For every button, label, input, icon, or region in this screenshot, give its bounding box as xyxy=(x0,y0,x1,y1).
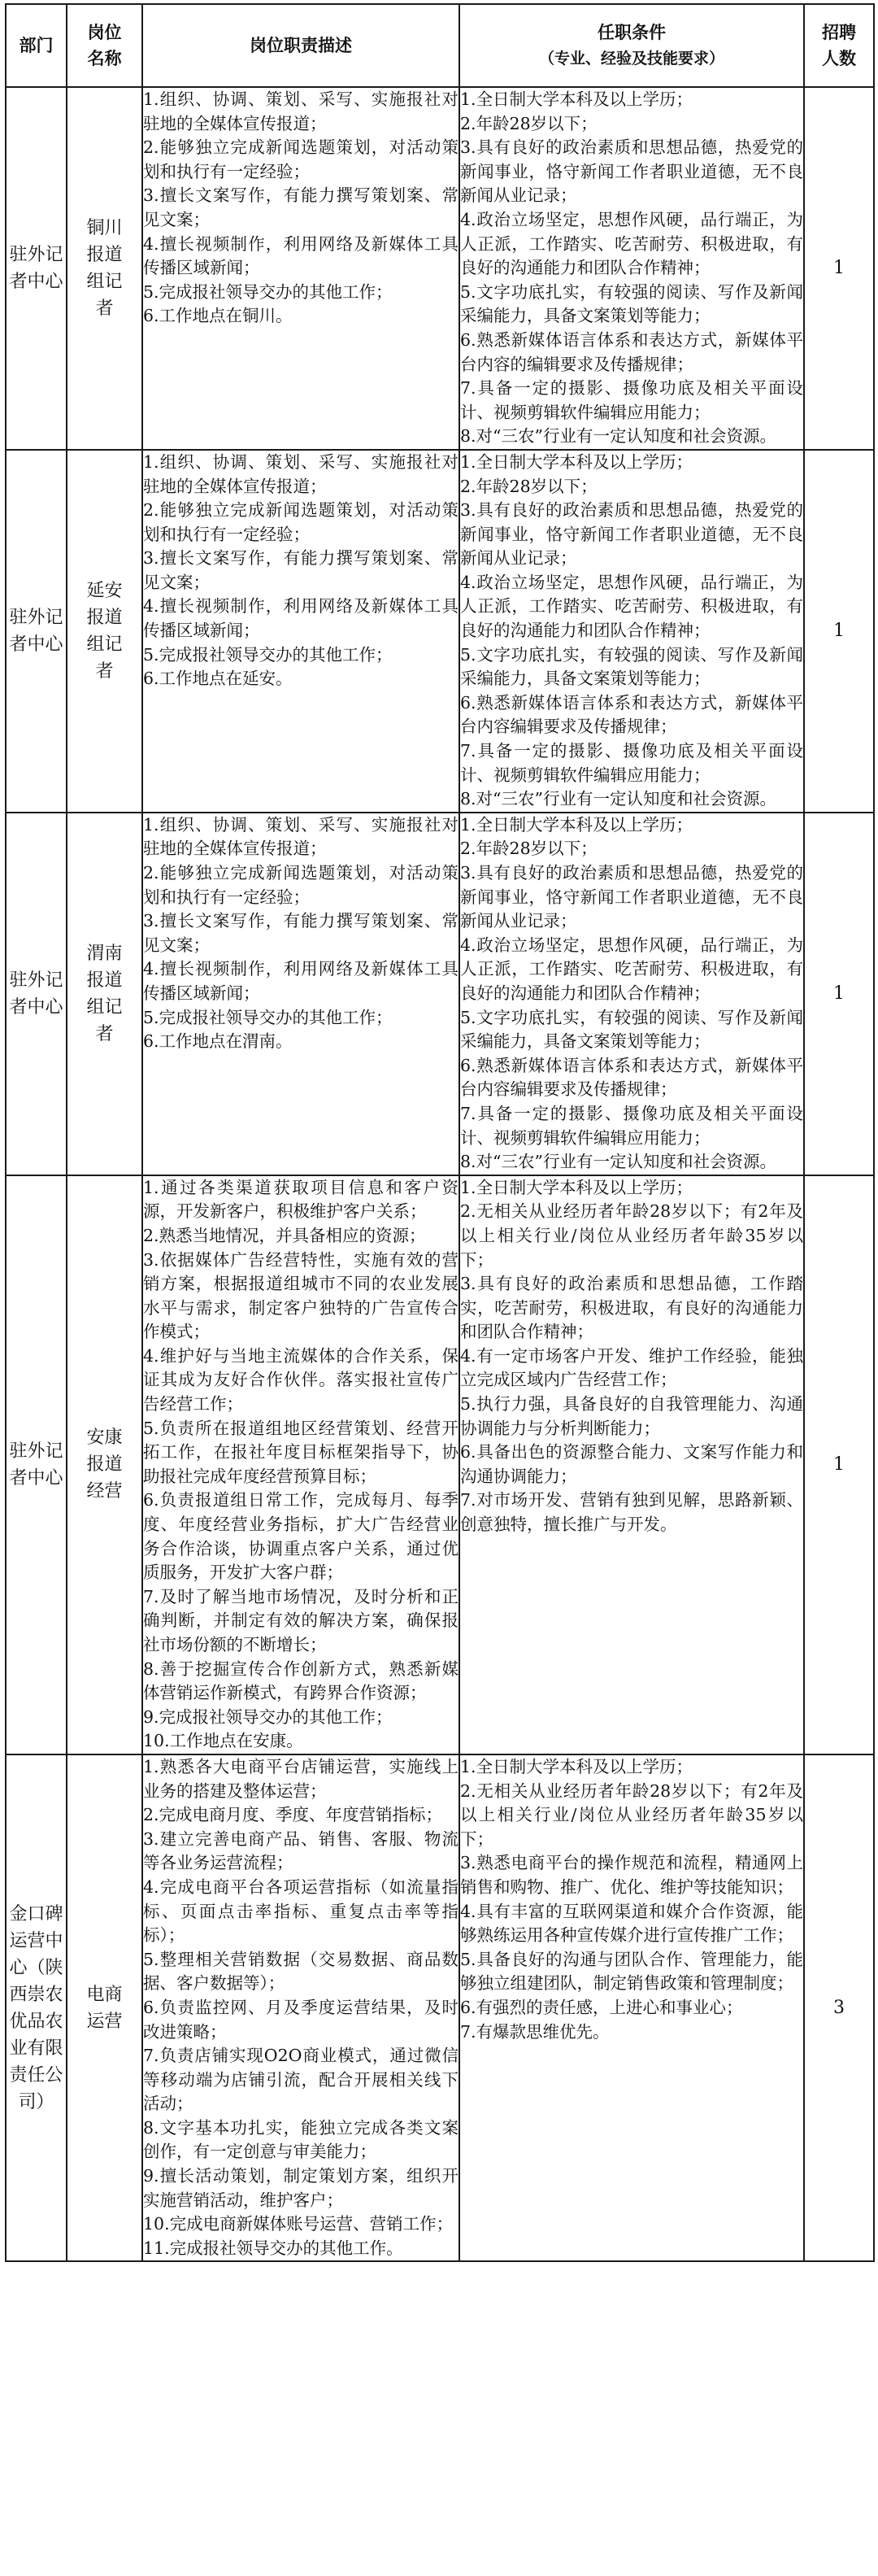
duty-item: 8.文字基本功扎实，能独立完成各类文案创作，有一定创意与审美能力； xyxy=(143,2117,459,2162)
requirement-item: 5.文字功底扎实，有较强的阅读、写作及新闻采编能力，具备文案策划等能力； xyxy=(460,1007,803,1052)
requirement-item: 1.全日制大学本科及以上学历； xyxy=(460,1756,693,1776)
count-text: 1 xyxy=(833,983,845,1005)
position-cell xyxy=(67,87,142,450)
header-requirements-subtitle: （专业、经验及技能要求） xyxy=(538,50,724,68)
table-row xyxy=(6,813,874,1175)
requirements-cell xyxy=(459,813,804,1175)
position-text: 安康报道经营 xyxy=(86,1427,123,1502)
requirements-cell xyxy=(459,450,804,813)
requirement-item: 4.政治立场坚定，思想作风硬，品行端正，为人正派，工作踏实、吃苦耐劳、积极进取，有良好的沟通能力和团队合作精神； xyxy=(460,572,803,641)
table-row xyxy=(6,1175,874,1754)
requirement-item: 3.具有良好的政治素质和思想品德，热爱党的新闻事业，恪守新闻工作者职业道德，无不良新闻从业记录； xyxy=(460,863,803,931)
position-cell xyxy=(67,813,142,1175)
requirement-item: 8.对“三农”行业有一定认知度和社会资源。 xyxy=(460,789,777,809)
requirements-cell xyxy=(459,1754,804,2261)
duties-cell xyxy=(142,1175,459,1754)
department-text: 驻外记者中心 xyxy=(9,970,63,1018)
duty-item: 3.建立完善电商产品、销售、客服、物流等各业务运营流程； xyxy=(143,1828,459,1873)
duty-item: 5.整理相关营销数据（交易数据、商品数据、客户数据等）； xyxy=(143,1949,459,1994)
header-row xyxy=(6,4,874,87)
requirement-item: 2.无相关从业经历者年龄28岁以下；有2年及以上相关行业/岗位从业经历者年龄35岁以下； xyxy=(460,1201,803,1270)
duty-item: 9.擅长活动策划，制定策划方案，组织开实施营销活动，维护客户； xyxy=(143,2166,459,2210)
header-department: 部门 xyxy=(6,4,67,87)
duty-item: 11.完成报社领导交办的其他工作。 xyxy=(143,2238,403,2258)
position-text: 铜川报道组记者 xyxy=(86,217,123,319)
recruitment-table-wrapper xyxy=(5,3,875,2262)
position-cell xyxy=(67,450,142,813)
count-text: 1 xyxy=(833,621,845,642)
requirement-item: 3.具有良好的政治素质和思想品德，热爱党的新闻事业，恪守新闻工作者职业道德，无不良新闻从业记录； xyxy=(460,500,803,569)
requirement-item: 2.年龄28岁以下； xyxy=(460,839,598,859)
count-cell xyxy=(804,1175,874,1754)
table-row xyxy=(6,1754,874,2261)
duty-item: 4.完成电商平台各项运营指标（如流量指标、页面点击率指标、重复点击率等指标）； xyxy=(143,1876,459,1946)
count-cell xyxy=(804,87,874,450)
department-cell xyxy=(6,813,67,1175)
duty-item: 3.擅长文案写作，有能力撰写策划案、常见文案； xyxy=(143,548,459,592)
count-text: 3 xyxy=(833,1998,845,2019)
requirement-item: 8.对“三农”行业有一定认知度和社会资源。 xyxy=(460,1152,777,1172)
department-text: 金口碑运营中心（陕西崇农优品农业有限责任公司） xyxy=(9,1903,63,2112)
requirement-item: 1.全日制大学本科及以上学历； xyxy=(460,814,693,835)
duty-item: 2.完成电商月度、季度、年度营销指标； xyxy=(143,1805,443,1825)
duty-item: 5.完成报社领导交办的其他工作； xyxy=(143,644,393,665)
duty-item: 2.能够独立完成新闻选题策划，对活动策划和执行有一定经验； xyxy=(143,500,459,544)
requirement-item: 7.对市场开发、营销有独到见解，思路新颖、创意独特，擅长推广与开发。 xyxy=(460,1490,803,1535)
requirement-item: 5.文字功底扎实，有较强的阅读、写作及新闻采编能力，具备文案策划等能力； xyxy=(460,281,803,326)
count-cell xyxy=(804,813,874,1175)
duty-item: 8.善于挖掘宣传合作创新方式，熟悉新媒体营销运作新模式，有跨界合作资源； xyxy=(143,1658,459,1703)
duty-item: 4.维护好与当地主流媒体的合作关系，保证其成为友好合作伙伴。落实报社宣传广告经营工作； xyxy=(143,1345,459,1414)
requirement-item: 4.政治立场坚定，思想作风硬，品行端正，为人正派，工作踏实、吃苦耐劳、积极进取，有良好的沟通能力和团队合作精神； xyxy=(460,935,803,1003)
duty-item: 5.负责所在报道组地区经营策划、经营开拓工作，在报社年度目标框架指导下，协助报社完成年度经营预算目标； xyxy=(143,1418,459,1486)
requirement-item: 3.具有良好的政治素质和思想品德，热爱党的新闻事业，恪守新闻工作者职业道德，无不良新闻从业记录； xyxy=(460,137,803,206)
requirement-item: 6.熟悉新媒体语言体系和表达方式，新媒体平台内容的编辑要求及传播规律； xyxy=(460,329,803,374)
requirement-item: 8.对“三农”行业有一定认知度和社会资源。 xyxy=(460,426,777,447)
duty-item: 6.负责报道组日常工作，完成每月、每季度、年度经营业务指标，扩大广告经营业务合作洽谈，协调重点客户关系，通过优质服务，开发扩大客户群； xyxy=(143,1490,459,1583)
duty-item: 6.工作地点在渭南。 xyxy=(143,1031,293,1052)
duty-item: 7.及时了解当地市场情况，及时分析和正确判断，并制定有效的解决方案，确保报社市场份额的不断增长； xyxy=(143,1586,459,1654)
requirement-item: 6.有强烈的责任感，上进心和事业心； xyxy=(460,1997,743,2017)
table-row xyxy=(6,87,874,450)
requirement-item: 6.熟悉新媒体语言体系和表达方式，新媒体平台内容编辑要求及传播规律； xyxy=(460,1055,803,1100)
duty-item: 10.完成电商新媒体账号运营、营销工作； xyxy=(143,2214,454,2234)
requirement-item: 6.具备出色的资源整合能力、文案写作能力和沟通协调能力； xyxy=(460,1442,803,1486)
department-cell xyxy=(6,1754,67,2261)
position-text: 渭南报道组记者 xyxy=(86,943,123,1044)
count-cell xyxy=(804,1754,874,2261)
count-text: 1 xyxy=(833,258,845,279)
department-text: 驻外记者中心 xyxy=(9,1441,63,1489)
header-requirements xyxy=(459,4,804,87)
department-text: 驻外记者中心 xyxy=(9,607,63,655)
requirements-cell xyxy=(459,1175,804,1754)
requirement-item: 3.具有良好的政治素质和思想品德，工作踏实，吃苦耐劳，积极进取，有良好的沟通能力和团队合作精神； xyxy=(460,1274,803,1342)
requirement-item: 2.年龄28岁以下； xyxy=(460,113,598,133)
duty-item: 2.能够独立完成新闻选题策划，对活动策划和执行有一定经验； xyxy=(143,863,459,907)
duty-item: 1.熟悉各大电商平台店铺运营，实施线上业务的搭建及整体运营； xyxy=(143,1756,459,1801)
position-text: 电商运营 xyxy=(86,1984,123,2032)
count-cell xyxy=(804,450,874,813)
recruitment-table xyxy=(5,3,875,2262)
duty-item: 5.完成报社领导交办的其他工作； xyxy=(143,1007,393,1027)
department-cell xyxy=(6,1175,67,1754)
duty-item: 1.组织、协调、策划、采写、实施报社对驻地的全媒体宣传报道； xyxy=(143,814,459,859)
duty-item: 5.完成报社领导交办的其他工作； xyxy=(143,281,393,302)
requirement-item: 7.有爆款思维优先。 xyxy=(460,2021,610,2042)
requirement-item: 6.熟悉新媒体语言体系和表达方式，新媒体平台内容编辑要求及传播规律； xyxy=(460,692,803,737)
duties-cell xyxy=(142,813,459,1175)
count-text: 1 xyxy=(833,1454,845,1475)
duty-item: 6.工作地点在延安。 xyxy=(143,669,293,689)
duty-item: 2.熟悉当地情况，并具备相应的资源； xyxy=(143,1225,426,1245)
duty-item: 7.负责店铺实现O2O商业模式，通过微信等移动端为店铺引流，配合开展相关线下活动； xyxy=(143,2046,459,2114)
department-cell xyxy=(6,450,67,813)
duty-item: 1.组织、协调、策划、采写、实施报社对驻地的全媒体宣传报道； xyxy=(143,451,459,496)
duties-cell xyxy=(142,1754,459,2261)
requirement-item: 4.具有丰富的互联网渠道和媒介合作资源，能够熟练运用各种宣传媒介进行宣传推广工作； xyxy=(460,1901,803,1946)
requirement-item: 7.具备一定的摄影、摄像功底及相关平面设计、视频剪辑软件编辑应用能力； xyxy=(460,1103,803,1148)
duty-item: 4.擅长视频制作，利用网络及新媒体工具传播区域新闻； xyxy=(143,233,459,278)
position-text: 延安报道组记者 xyxy=(86,580,123,682)
requirement-item: 1.全日制大学本科及以上学历； xyxy=(460,451,693,472)
requirements-cell xyxy=(459,87,804,450)
department-cell xyxy=(6,87,67,450)
duty-item: 2.能够独立完成新闻选题策划，对活动策划和执行有一定经验； xyxy=(143,137,459,181)
duty-item: 4.擅长视频制作，利用网络及新媒体工具传播区域新闻； xyxy=(143,596,459,641)
requirement-item: 2.年龄28岁以下； xyxy=(460,476,598,496)
duty-item: 6.负责监控网、月及季度运营结果，及时改进策略； xyxy=(143,1997,459,2042)
duty-item: 3.擅长文案写作，有能力撰写策划案、常见文案； xyxy=(143,185,459,229)
duty-item: 3.依据媒体广告经营特性，实施有效的营销方案，根据报道组城市不同的农业发展水平与需求，制定客户独特的广告宣传合作模式； xyxy=(143,1249,459,1342)
duties-cell xyxy=(142,450,459,813)
requirement-item: 1.全日制大学本科及以上学历； xyxy=(460,89,693,109)
requirement-item: 7.具备一定的摄影、摄像功底及相关平面设计、视频剪辑软件编辑应用能力； xyxy=(460,741,803,785)
header-requirements-title: 任职条件 xyxy=(598,22,666,42)
requirement-item: 1.全日制大学本科及以上学历； xyxy=(460,1177,693,1197)
department-text: 驻外记者中心 xyxy=(9,244,63,292)
duty-item: 3.擅长文案写作，有能力撰写策划案、常见文案； xyxy=(143,911,459,955)
requirement-item: 7.具备一定的摄影、摄像功底及相关平面设计、视频剪辑软件编辑应用能力； xyxy=(460,378,803,422)
requirement-item: 2.无相关从业经历者年龄28岁以下；有2年及以上相关行业/岗位从业经历者年龄35岁以下； xyxy=(460,1781,803,1849)
header-position: 岗位名称 xyxy=(67,4,142,87)
duty-item: 9.完成报社领导交办的其他工作； xyxy=(143,1706,393,1727)
position-cell xyxy=(67,1754,142,2261)
duty-item: 1.组织、协调、策划、采写、实施报社对驻地的全媒体宣传报道； xyxy=(143,89,459,133)
requirement-item: 3.熟悉电商平台的操作规范和流程，精通网上销售和购物、推广、优化、维护等技能知识； xyxy=(460,1853,803,1897)
requirement-item: 5.具备良好的沟通与团队合作、管理能力，能够独立组建团队，制定销售政策和管理制度； xyxy=(460,1949,803,1994)
duty-item: 4.擅长视频制作，利用网络及新媒体工具传播区域新闻； xyxy=(143,959,459,1003)
header-count: 招聘人数 xyxy=(804,4,874,87)
duties-cell xyxy=(142,87,459,450)
requirement-item: 5.文字功底扎实，有较强的阅读、写作及新闻采编能力，具备文案策划等能力； xyxy=(460,644,803,689)
duty-item: 10.工作地点在安康。 xyxy=(143,1731,303,1751)
requirement-item: 4.有一定市场客户开发、维护工作经验，能独立完成区域内广告经营工作； xyxy=(460,1345,803,1390)
requirement-item: 5.执行力强，具备良好的自我管理能力、沟通协调能力与分析判断能力； xyxy=(460,1394,803,1438)
duty-item: 1.通过各类渠道获取项目信息和客户资源，开发新客户，积极维护客户关系； xyxy=(143,1177,459,1222)
duty-item: 6.工作地点在铜川。 xyxy=(143,306,293,326)
position-cell xyxy=(67,1175,142,1754)
requirement-item: 4.政治立场坚定，思想作风硬，品行端正，为人正派，工作踏实、吃苦耐劳、积极进取，有良好的沟通能力和团队合作精神； xyxy=(460,209,803,278)
table-row xyxy=(6,450,874,813)
header-duties: 岗位职责描述 xyxy=(142,4,459,87)
